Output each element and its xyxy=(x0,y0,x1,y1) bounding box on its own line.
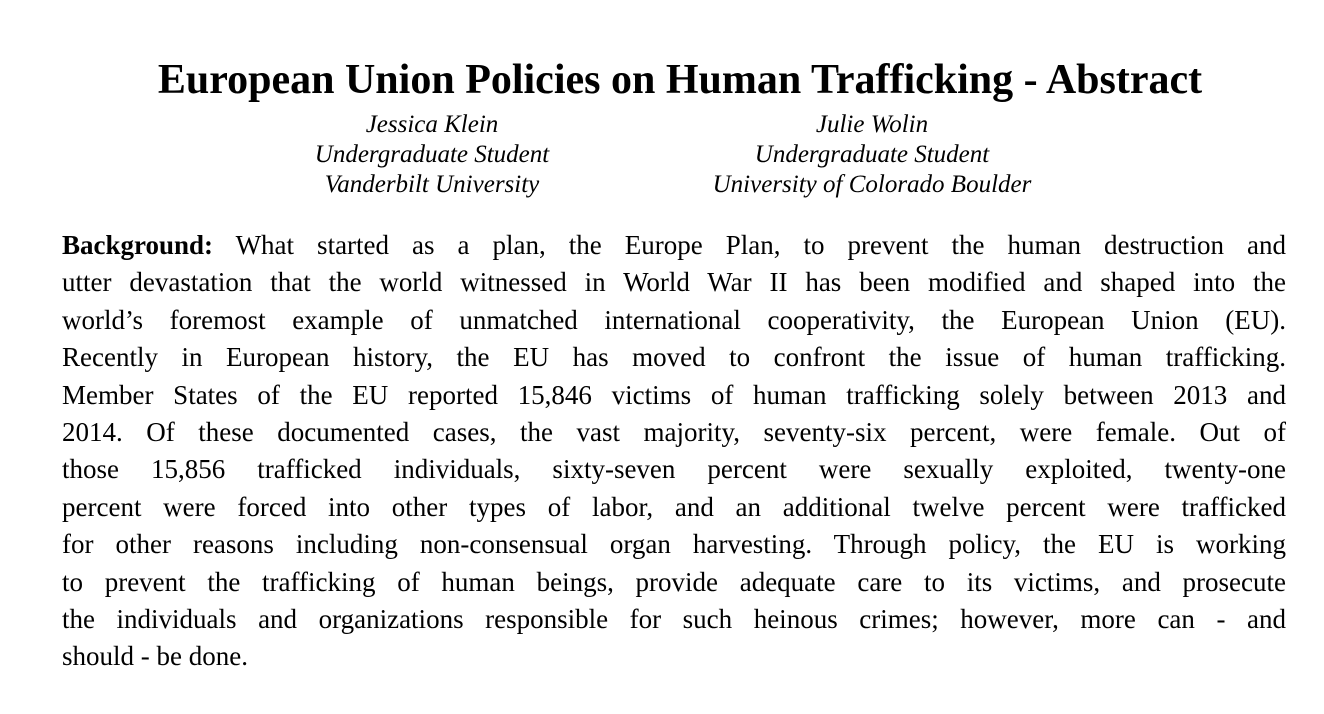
author-affiliation: Vanderbilt University xyxy=(324,171,540,198)
author-block xyxy=(212,110,1092,200)
abstract-line: to prevent the trafficking of human beings, provide adequate care to its victims, and prosecute xyxy=(62,566,1286,597)
abstract-line: world’s foremost example of unmatched international cooperativity, the European Union (EU). xyxy=(62,304,1286,335)
abstract-line: percent were forced into other types of labor, and an additional twelve percent were trafficked xyxy=(62,491,1286,522)
abstract-line: utter devastation that the world witnessed in World War II has been modified and shaped into the xyxy=(62,267,1286,298)
abstract-line: those 15,856 trafficked individuals, sixty-seven percent were sexually exploited, twenty-one xyxy=(62,454,1286,485)
abstract-line: Recently in European history, the EU has moved to confront the issue of human trafficking. xyxy=(62,342,1286,373)
abstract-line xyxy=(62,227,1286,264)
abstract-line: for other reasons including non-consensual organ harvesting. Through policy, the EU is working xyxy=(62,529,1286,560)
abstract-line: Member States of the EU reported 15,846 victims of human trafficking solely between 2013 and xyxy=(62,379,1286,410)
author-name: Julie Wolin xyxy=(815,111,929,138)
page-title: European Union Policies on Human Trafficking - Abstract xyxy=(157,57,1203,103)
abstract-line: the individuals and organizations responsible for such heinous crimes; however, more can - and xyxy=(62,604,1286,635)
author-role: Undergraduate Student xyxy=(314,141,550,168)
author-affiliation: University of Colorado Boulder xyxy=(712,171,1032,198)
author-column-2 xyxy=(652,110,1092,200)
author-column-1 xyxy=(212,110,652,200)
abstract-paragraph xyxy=(62,227,1286,676)
abstract-line: 2014. Of these documented cases, the vast majority, seventy-six percent, were female. Out of xyxy=(62,417,1286,448)
author-name: Jessica Klein xyxy=(365,111,499,138)
abstract-line-text: What started as a plan, the Europe Plan, to prevent the human destruction and xyxy=(235,230,1286,260)
abstract-line: should - be done. xyxy=(62,641,248,672)
abstract-heading: Background: xyxy=(62,230,214,260)
author-role: Undergraduate Student xyxy=(754,141,990,168)
